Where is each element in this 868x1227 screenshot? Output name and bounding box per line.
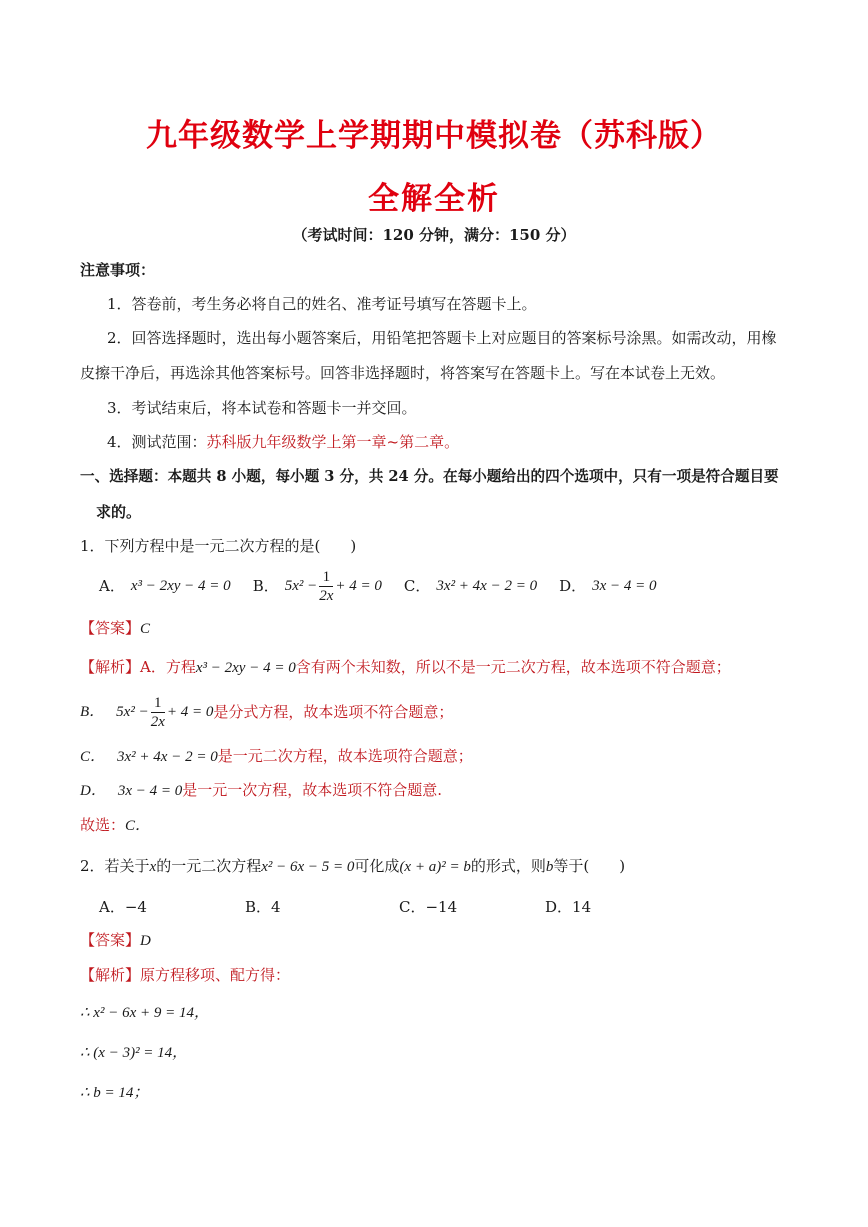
q2-option-a: A．−4: [99, 898, 147, 916]
q1-analysis-b-head: B．: [80, 704, 105, 720]
q1-analysis-d-text: 是一元一次方程，故本选项不符合题意.: [182, 781, 443, 799]
notes-heading: 注意事项：: [80, 261, 156, 279]
q2-stem-equation-1: x² − 6x − 5 = 0: [261, 859, 355, 875]
q1-analysis-tag: 【解析】: [80, 658, 141, 676]
q2-option-d: D．14: [545, 898, 592, 916]
q2-stem-part-2: 的一元二次方程: [156, 857, 262, 875]
q1-analysis-a-head: A．方程: [140, 658, 196, 676]
q2-step-2: ∴ (x − 3)² = 14，: [80, 1045, 188, 1061]
q1-option-c: 3x² + 4x − 2 = 0: [436, 578, 538, 594]
q1-analysis-a-eq: x³ − 2xy − 4 = 0: [195, 660, 296, 676]
section-heading-cont: 求的。: [96, 503, 142, 521]
q2-step-3: ∴ b = 14；: [80, 1085, 149, 1101]
q2-stem-part-4: 的形式，则: [470, 857, 546, 875]
q1-option-b-fraction: $\frac{1}{2x}$: [319, 568, 334, 604]
note-item-4: [107, 432, 459, 452]
q2-stem-part-5: 等于( ): [553, 857, 626, 875]
q1-analysis-d: [80, 780, 442, 801]
question-1-options: [99, 566, 657, 606]
q1-option-d: 3x − 4 = 0: [592, 578, 657, 594]
note-item-2-cont: 皮擦干净后，再选涂其他答案标号。回答非选择题时，将答案写在答题卡上。写在本试卷上无效。: [80, 364, 726, 382]
q2-stem-equation-2: (x + a)² = b: [399, 859, 471, 875]
q1-option-a: x³ − 2xy − 4 = 0: [130, 578, 231, 594]
question-1-stem: 1．下列方程中是一元二次方程的是( ): [80, 537, 357, 555]
q1-option-c-label: C．: [403, 577, 431, 595]
q1-choice: [80, 815, 150, 836]
document-title: 九年级数学上学期期中模拟卷（苏科版）: [146, 118, 722, 154]
q2-analysis-text: 原方程移项、配方得：: [140, 966, 291, 984]
q2-stem-var-x: x: [149, 859, 157, 875]
q1-option-b-pre: 5x² −: [284, 578, 318, 594]
q1-analysis-a: [80, 657, 731, 678]
q1-option-d-label: D．: [559, 577, 587, 595]
q1-analysis-c-head: C．: [80, 749, 106, 765]
q2-analysis: [80, 965, 290, 985]
q2-stem-var-b: b: [545, 859, 554, 875]
note-item-2: 2．回答选择题时，选出每小题答案后，用铅笔把答题卡上对应题目的答案标号涂黑。如需改动，用橡: [107, 329, 777, 347]
q1-analysis-b: [80, 692, 453, 732]
q1-choice-label: 故选：: [80, 816, 126, 834]
q1-analysis-b-post: + 4 = 0: [166, 704, 214, 720]
q1-analysis-c-eq: 3x² + 4x − 2 = 0: [117, 749, 218, 765]
q2-answer: [80, 930, 151, 951]
document-subtitle: 全解全析: [368, 181, 500, 217]
q2-option-b: B．4: [245, 898, 281, 916]
q1-option-b-post: + 4 = 0: [335, 578, 382, 594]
q1-analysis-b-text: 是分式方程，故本选项不符合题意；: [213, 703, 454, 721]
q1-analysis-c-text: 是一元二次方程，故本选项符合题意；: [217, 747, 473, 765]
section-heading: 一、选择题：本题共 8 小题，每小题 3 分，共 24 分。在每小题给出的四个选项中，只有一项是符合题目要: [80, 468, 779, 485]
exam-info: （考试时间：120 分钟，满分：150 分）: [292, 226, 576, 244]
scope-label: 4．测试范围：: [107, 433, 207, 451]
q1-analysis-a-text: 含有两个未知数，所以不是一元二次方程，故本选项不符合题意；: [295, 658, 731, 676]
q1-analysis-c: [80, 746, 473, 767]
note-item-1: 1．答卷前，考生务必将自己的姓名、准考证号填写在答题卡上。: [107, 295, 537, 313]
q1-answer: [80, 618, 150, 639]
question-2-stem: [80, 856, 625, 877]
q2-analysis-tag: 【解析】: [80, 966, 141, 984]
q1-choice-value: C．: [125, 818, 151, 834]
q1-option-a-label: A．: [99, 577, 125, 595]
q1-answer-tag: 【答案】: [80, 619, 141, 637]
q2-answer-value: D: [140, 933, 151, 949]
q1-analysis-b-fraction: $\frac{1}{2x}$: [150, 694, 165, 730]
q1-analysis-d-head: D．: [80, 783, 106, 799]
q2-stem-part-3: 可化成: [354, 857, 400, 875]
q2-option-c: C．−14: [399, 898, 458, 916]
note-item-3: 3．考试结束后，将本试卷和答题卡一并交回。: [107, 399, 417, 417]
q1-analysis-b-pre: 5x² −: [116, 704, 149, 720]
scope-value: 苏科版九年级数学上第一章~第二章。: [206, 433, 460, 451]
q1-analysis-d-eq: 3x − 4 = 0: [117, 783, 183, 799]
q2-stem-part-1: 2．若关于: [80, 857, 150, 875]
q1-option-b-label: B．: [252, 577, 279, 595]
q2-step-1: ∴ x² − 6x + 9 = 14，: [80, 1005, 209, 1021]
q2-answer-tag: 【答案】: [80, 931, 141, 949]
q1-answer-value: C: [140, 621, 151, 637]
